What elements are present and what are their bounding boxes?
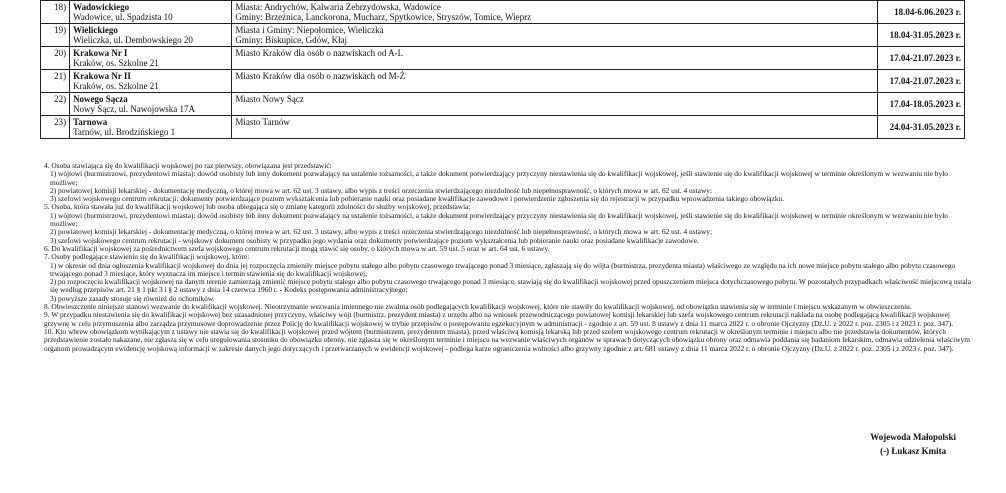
signature-title: Wojewoda Małopolski bbox=[870, 432, 956, 442]
area-line: Miasto Kraków dla osób o nazwiskach od A-L bbox=[235, 48, 404, 58]
commission-name: Wielickiego bbox=[73, 25, 118, 35]
area-line: Gminy: Brzeźnica, Lanckorona, Mucharz, Spytkowice, Stryszów, Tomice, Wieprz bbox=[235, 12, 532, 22]
note-paragraph: 1) wójtowi (burmistrzowi, prezydentowi miasta): dowód osobisty lub inny dokument pozwalający na ustalenie tożsamości, a także dokument potwierdzający przyczyny niestawienia się do kwalifikacji wojskowej, jeśli stawienie się do kwalifikacji wojskowej w terminie określonym w wezwaniu nie było możliwe; bbox=[50, 210, 948, 229]
note-paragraph: 3) powyższe zasady stosuje się również do ochotników. bbox=[50, 293, 215, 303]
note-paragraph: 1) w okresie od dnia ogłoszenia kwalifikacji wojskowej do dnia jej rozpoczęcia zmieniły miejsce pobytu stałego albo pobytu czasowego trwającego ponad 3 miesiące, zgłaszają się do wójta (burmistrza, prezydenta miasta) właściwego ze względu na ich nowe miejsce pobytu stałego albo pobytu czasowego trwającego ponad 3 miesiące, który wyznacza im miejsce i termin stawienia się do kwalifikacji wojskowej; bbox=[50, 260, 956, 278]
note-paragraph: 6. Do kwalifikacji wojskowej za pośrednictwem szefa wojskowego centrum rekrutacji mogą stawić się osoby, o których mowa w art. 59 ust. 5 oraz w art. 64 ust. 6 ustawy. bbox=[44, 243, 550, 253]
area-line: Gminy: Biskupice, Gdów, Kłaj bbox=[235, 35, 348, 45]
table-row bbox=[41, 70, 965, 93]
dates-cell: 24.04-31.05.2023 r. bbox=[877, 116, 964, 139]
table-row bbox=[41, 93, 965, 116]
row-number: 19) bbox=[41, 24, 70, 47]
commission-name: Wadowickiego bbox=[73, 2, 130, 12]
commission-address: Kraków, os. Szkolne 21 bbox=[73, 58, 159, 68]
area-cell bbox=[232, 93, 877, 116]
note-paragraph: 9. W przypadku niestawienia się do kwalifikacji wojskowej bez uzasadnionej przyczyny, właściwy wójt (burmistrz, prezydent miasta) z urzędu albo na wniosek przewodniczącego powiatowej komisji lekarskiej lub szefa wojskowego centrum rekrutacji nakłada na osobę podlegającą kwalifikacji wojskowej grzywnę w celu przymuszenia albo zarządza przymusowe doprowadzenie przez Policję do kwalifikacji wojskowej w trybie przepisów o postępowaniu egzekucyjnym w administracji - zgodnie z art. 59 ust. 8 ustawy z dnia 11 marca 2022 r. o obronie Ojczyzny (Dz.U. z 2022 r. poz. 2305 i z 2023 r. poz. 347). bbox=[44, 310, 954, 328]
dates-cell: 18.04-6.06.2023 r. bbox=[877, 1, 964, 24]
note-paragraph: 1) wójtowi (burmistrzowi, prezydentowi miasta): dowód osobisty lub inny dokument pozwalający na ustalenie tożsamości, a także dokument potwierdzający przyczyny niestawienia się do kwalifikacji wojskowej, jeśli stawienie się do kwalifikacji wojskowej w terminie określonym w wezwaniu nie było możliwe; bbox=[50, 169, 948, 187]
commissions-table bbox=[40, 0, 965, 139]
signature-block bbox=[870, 430, 956, 458]
area-cell bbox=[232, 1, 877, 24]
note-paragraph: 2) powiatowej komisji lekarskiej - dokumentację medyczną, o której mowa w art. 62 ust. 3 ustawy, albo wypis z treści orzeczenia stwierdzającego niezdolność lub niepełnosprawność, o których mowa w art. 62 ust. 4 ustawy; bbox=[50, 227, 713, 237]
note-paragraph: 8. Obwieszczenie niniejsze stanowi wezwanie do kwalifikacji wojskowej. Nieotrzymanie wezwania imiennego nie zwalnia osób podlegających kwalifikacji wojskowej, które nie stawiły do kwalifikacji wojskowej, od obowiązku stawienia się w terminie i miejscu wskazanym w obwieszczeniu. bbox=[44, 302, 912, 312]
commission-address: Kraków, os. Szkolne 21 bbox=[73, 81, 159, 91]
commission-cell bbox=[70, 70, 232, 93]
note-paragraph: 10. Kto wbrew obowiązkom wynikającym z ustawy nie stawia się do kwalifikacji wojskowej przed wójtem (burmistrzem, prezydentem miasta), przed właściwą komisją lekarską lub przed szefem wojskowego centrum rekrutacji w określonym terminie i miejscu albo nie przedstawia dokumentów, których przedstawienie zostało nakazane, nie zgłasza się w celu uregulowania stosunku do obowiązku obrony, nie zgłasza się w określonym terminie i miejscu na wezwanie właściwych organów w sprawach dotyczących obowiązku obrony oraz odmawia poddania się badaniom lekarskim, odmawia udzielenia właściwym organom prowadzącym ewidencję wojskową informacji w zakresie danych jego dotyczących i przetwarzanych w ewidencji wojskowej - podlega karze ograniczenia wolności albo grzywny zgodnie z art. 681 ustawy z dnia 11 marca 2022 r. o obronie Ojczyzny (Dz.U. z 2022 r. poz. 2305 i z 2023 r. poz. 347). bbox=[44, 326, 970, 353]
row-number: 20) bbox=[41, 47, 70, 70]
commission-address: Tarnów, ul. Brodzińskiego 1 bbox=[73, 127, 176, 137]
row-number: 23) bbox=[41, 116, 70, 139]
commission-cell bbox=[70, 1, 232, 24]
area-cell bbox=[232, 24, 877, 47]
commission-name: Tarnowa bbox=[73, 117, 108, 127]
dates-cell: 17.04-21.07.2023 r. bbox=[877, 47, 964, 70]
note-paragraph: 2) powiatowej komisji lekarskiej - dokumentację medyczną, o której mowa w art. 62 ust. 3 ustawy, albo wypis z treści orzeczenia stwierdzającego niezdolność lub niepełnosprawność, o których mowa w art. 62 ust. 4 ustawy; bbox=[50, 185, 713, 195]
note-paragraph: 4. Osoba stawiająca się do kwalifikacji wojskowej po raz pierwszy, obowiązana jest przedstawić: bbox=[44, 161, 332, 170]
row-number: 18) bbox=[41, 1, 70, 24]
table-row bbox=[41, 24, 965, 47]
commission-address: Wieliczka, ul. Dembowskiego 20 bbox=[73, 35, 193, 45]
notes-section bbox=[44, 162, 974, 353]
table-row bbox=[41, 1, 965, 24]
note-paragraph: 2) po rozpoczęciu kwalifikacji wojskowej na danym terenie zamierzają zmienić miejsce pobytu stałego albo pobytu czasowego trwającego ponad 3 miesiące, stawiają się do kwalifikacji wojskowej przed opuszczeniem miejsca dotychczasowego pobytu. W pozostałych przypadkach właściwość miejscową ustala się według przepisów art. 21 § 1 pkt 3 i § 2 ustawy z dnia 14 czerwca 1960 r. - Kodeks postępowania administracyjnego; bbox=[50, 277, 971, 295]
commission-cell bbox=[70, 93, 232, 116]
commission-cell bbox=[70, 116, 232, 139]
note-paragraph: 3) szefowi wojskowego centrum rekrutacji: dokumenty potwierdzające poziom wykształcenia lub pobieranie nauki oraz posiadane kwalifikacje zawodowe i potwierdzenie zgłoszenia się do rejestracji w przypadku wprowadzenia takiego obowiązku. bbox=[50, 194, 785, 204]
signature-name: (-) Łukasz Kmita bbox=[880, 446, 947, 456]
table-row bbox=[41, 47, 965, 70]
area-line: Miasto Kraków dla osób o nazwiskach od M-Ż bbox=[235, 71, 406, 81]
commission-name: Krakowa Nr I bbox=[73, 48, 128, 58]
note-paragraph: 7. Osoby podlegające stawieniu się do kwalifikacji wojskowej, które: bbox=[44, 252, 250, 262]
dates-cell: 17.04-21.07.2023 r. bbox=[877, 70, 964, 93]
note-paragraph: 3) szefowi wojskowego centrum rekrutacji - wojskowy dokument osobisty w przypadku jego wydania oraz dokumenty potwierdzające poziom wykształcenia lub pobieranie nauki oraz posiadane kwalifikacje zawodowe. bbox=[50, 235, 699, 245]
commission-name: Krakowa Nr II bbox=[73, 71, 131, 81]
table-row bbox=[41, 116, 965, 139]
dates-cell: 17.04-18.05.2023 r. bbox=[877, 93, 964, 116]
area-cell bbox=[232, 47, 877, 70]
area-cell bbox=[232, 116, 877, 139]
commission-address: Nowy Sącz, ul. Nawojowska 17A bbox=[73, 104, 196, 114]
commission-cell bbox=[70, 47, 232, 70]
area-line: Miasta i Gminy: Niepołomice, Wieliczka bbox=[235, 25, 384, 35]
area-line: Miasto Tarnów bbox=[235, 117, 290, 127]
row-number: 22) bbox=[41, 93, 70, 116]
row-number: 21) bbox=[41, 70, 70, 93]
area-line: Miasto Nowy Sącz bbox=[235, 94, 304, 104]
commission-name: Nowego Sącza bbox=[73, 94, 128, 104]
note-paragraph: 5. Osoba, która stawała już do kwalifikacji wojskowej lub osoba ubiegająca się o zmianę kategorii zdolności do służby wojskowej, przedstawia: bbox=[44, 202, 471, 212]
commission-cell bbox=[70, 24, 232, 47]
commission-address: Wadowice, ul. Spadzista 10 bbox=[73, 12, 173, 22]
area-line: Miasta: Andrychów, Kalwaria Zebrzydowska, Wadowice bbox=[235, 2, 441, 12]
dates-cell: 18.04-31.05.2023 r. bbox=[877, 24, 964, 47]
area-cell bbox=[232, 70, 877, 93]
